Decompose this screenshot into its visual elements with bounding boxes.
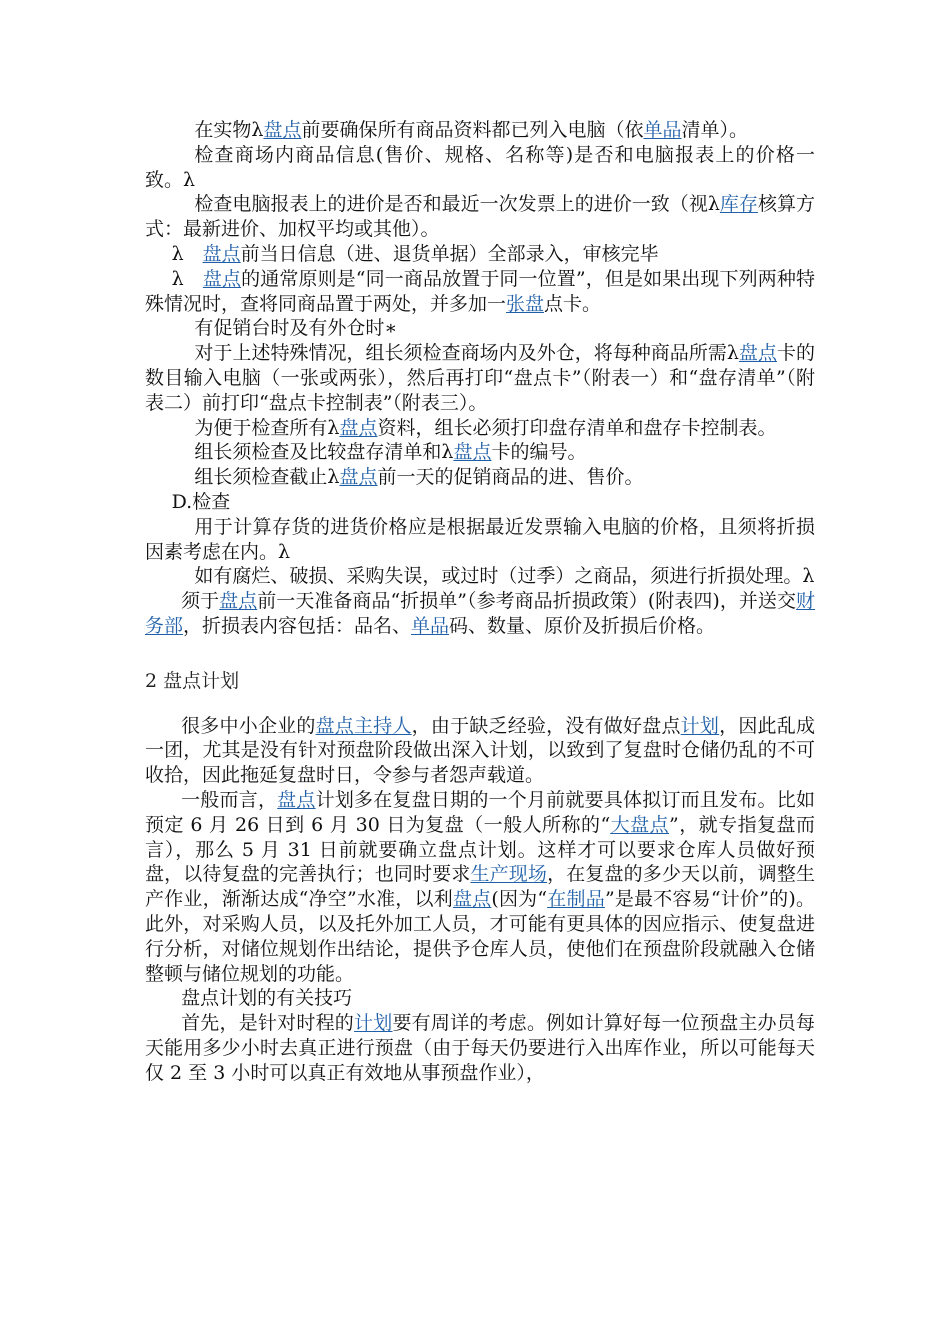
hyperlink[interactable]: 计划 xyxy=(680,714,720,737)
paragraph-text: 卡的编号。 xyxy=(491,441,587,464)
paragraph xyxy=(145,1011,815,1085)
paragraph xyxy=(145,143,815,193)
paragraph xyxy=(145,490,815,515)
paragraph-text: 如有腐烂、破损、采购失误，或过时（过季）之商品，须进行折损处理。λ xyxy=(194,565,815,588)
paragraph-text: λ xyxy=(171,242,203,265)
paragraph-text: 很多中小企业的 xyxy=(181,714,316,737)
paragraph xyxy=(145,242,815,267)
paragraph-text: 码、数量、原价及折损后价格。 xyxy=(449,614,716,637)
paragraph-text: 前一天准备商品“折损单”（参考商品折损政策）(附表四)，并送交 xyxy=(257,590,796,613)
paragraph-text: 须于 xyxy=(181,590,220,613)
paragraph-text: 前一天的促销商品的进、售价。 xyxy=(377,466,644,489)
paragraph-text: 点卡。 xyxy=(544,292,602,315)
hyperlink[interactable]: 盘点 xyxy=(452,888,492,911)
paragraph-text: 前当日信息（进、退货单据）全部录入，审核完毕 xyxy=(240,242,659,265)
paragraph-text: 对于上述特殊情况，组长须检查商场内及外仓，将每种商品所需λ xyxy=(194,342,739,365)
hyperlink[interactable]: 盘点 xyxy=(453,441,492,464)
paragraph xyxy=(145,192,815,242)
hyperlink[interactable]: 计划 xyxy=(354,1012,393,1035)
paragraph-text: 要有周详的考虑。例如计算好每一位预盘主办员每天能用多少小时去真正进行预盘（由于每天仍要进行入出库作业，所以可能每天仅 2 至 3 小时可以真正有效地从事预盘作业）， xyxy=(145,1012,815,1084)
paragraph-text: 计划多在复盘日期的一个月前就要具体拟订而且发布。比如预定 6 月 26 日到 6 月 30 日为复盘（一般人所称的“ xyxy=(145,788,815,836)
paragraph-text: 组长须检查截止λ xyxy=(194,466,340,489)
hyperlink[interactable]: 财务部 xyxy=(145,590,815,637)
paragraph xyxy=(145,267,815,317)
paragraph-text: 资料，组长必须打印盘存清单和盘存卡控制表。 xyxy=(377,416,777,439)
paragraph xyxy=(145,465,815,490)
paragraph-text: 在实物λ xyxy=(194,119,264,141)
hyperlink[interactable]: 在制品 xyxy=(547,888,605,911)
paragraph xyxy=(145,416,815,441)
paragraph xyxy=(145,714,815,788)
paragraph xyxy=(145,341,815,415)
paragraph xyxy=(145,118,815,143)
hyperlink[interactable]: 生产现场 xyxy=(470,863,548,886)
paragraph xyxy=(145,589,815,639)
hyperlink[interactable]: 盘点 xyxy=(738,342,777,365)
document-page xyxy=(145,118,815,1085)
paragraph-text: 清单）。 xyxy=(681,119,748,141)
paragraph-text: 用于计算存货的进货价格应是根据最近发票输入电脑的价格，且须将折损因素考虑在内。λ xyxy=(145,515,815,563)
paragraph-text: D.检查 xyxy=(171,490,231,513)
hyperlink[interactable]: 大盘点 xyxy=(610,813,670,836)
paragraph-text: 卡的数目输入电脑（一张或两张），然后再打印“盘点卡”（附表一）和“盘存清单”（附表二）前打印“盘点卡控制表”（附表三）。 xyxy=(145,342,815,414)
paragraph xyxy=(145,788,815,986)
hyperlink[interactable]: 盘点 xyxy=(277,788,316,811)
hyperlink[interactable]: 张盘 xyxy=(506,292,545,315)
paragraph-text: ”是最不容易“计价”的)。此外，对采购人员，以及托外加工人员，才可能有更具体的因应指示、使复盘进行分析，对储位规划作出结论，提供予仓库人员，使他们在预盘阶段就融入仓储整顿与储位规划的功能。 xyxy=(145,888,815,985)
paragraph-text: 核算方式：最新进价、加权平均或其他）。 xyxy=(145,193,815,241)
hyperlink[interactable]: 盘点 xyxy=(219,590,258,613)
paragraph-text: ”，就专指复盘而言），那么 5 月 31 日前就要确立盘点计划。这样才可以要求仓库人员做好预盘，以待复盘的完善执行；也同时要求 xyxy=(145,813,815,886)
paragraph-text: λ xyxy=(171,267,203,290)
hyperlink[interactable]: 盘点 xyxy=(202,242,241,265)
inventory-plan-section xyxy=(145,714,815,1086)
paragraph-text: 有促销台时及有外仓时∗ xyxy=(194,317,398,340)
paragraph-text: 一般而言， xyxy=(181,788,278,811)
paragraph-text: 首先，是针对时程的 xyxy=(181,1012,355,1035)
hyperlink[interactable]: 库存 xyxy=(719,193,758,216)
paragraph-text: ，折损表内容包括：品名、 xyxy=(183,614,412,637)
inventory-check-section xyxy=(145,118,815,639)
paragraph-text: 的通常原则是“同一商品放置于同一位置”，但是如果出现下列两种特殊情况时，查将同商品置于两处，并多加一 xyxy=(145,267,815,315)
paragraph-text: 前要确保所有商品资料都已列入电脑（依 xyxy=(301,119,644,141)
paragraph xyxy=(145,316,815,341)
hyperlink[interactable]: 盘点主持人 xyxy=(315,714,412,737)
paragraph-text: 盘点计划的有关技巧 xyxy=(181,987,353,1010)
paragraph-text: 检查商场内商品信息(售价、规格、名称等)是否和电脑报表上的价格一致。λ xyxy=(145,143,815,191)
paragraph-text: ，由于缺乏经验，没有做好盘点 xyxy=(411,714,681,737)
paragraph-text: 为便于检查所有λ xyxy=(194,416,340,439)
paragraph xyxy=(145,515,815,565)
hyperlink[interactable]: 盘点 xyxy=(263,119,302,141)
paragraph-text: 组长须检查及比较盘存清单和λ xyxy=(194,441,454,464)
paragraph-text: (因为“ xyxy=(491,888,548,911)
section-heading: 2 盘点计划 xyxy=(145,669,240,692)
paragraph-text: 检查电脑报表上的进价是否和最近一次发票上的进价一致（视λ xyxy=(194,193,720,216)
paragraph-text: ，在复盘的多少天以前，调整生产作业，渐渐达成“净空”水准，以利 xyxy=(145,863,815,911)
hyperlink[interactable]: 盘点 xyxy=(339,466,378,489)
hyperlink[interactable]: 单品 xyxy=(643,119,682,141)
paragraph xyxy=(145,440,815,465)
hyperlink[interactable]: 盘点 xyxy=(339,416,378,439)
paragraph xyxy=(145,986,815,1011)
hyperlink[interactable]: 盘点 xyxy=(202,267,242,290)
hyperlink[interactable]: 单品 xyxy=(411,614,450,637)
paragraph-text: ，因此乱成一团，尤其是没有针对预盘阶段做出深入计划，以致到了复盘时仓储仍乱的不可收拾，因此拖延复盘时日，令参与者怨声载道。 xyxy=(145,714,815,787)
paragraph xyxy=(145,564,815,589)
